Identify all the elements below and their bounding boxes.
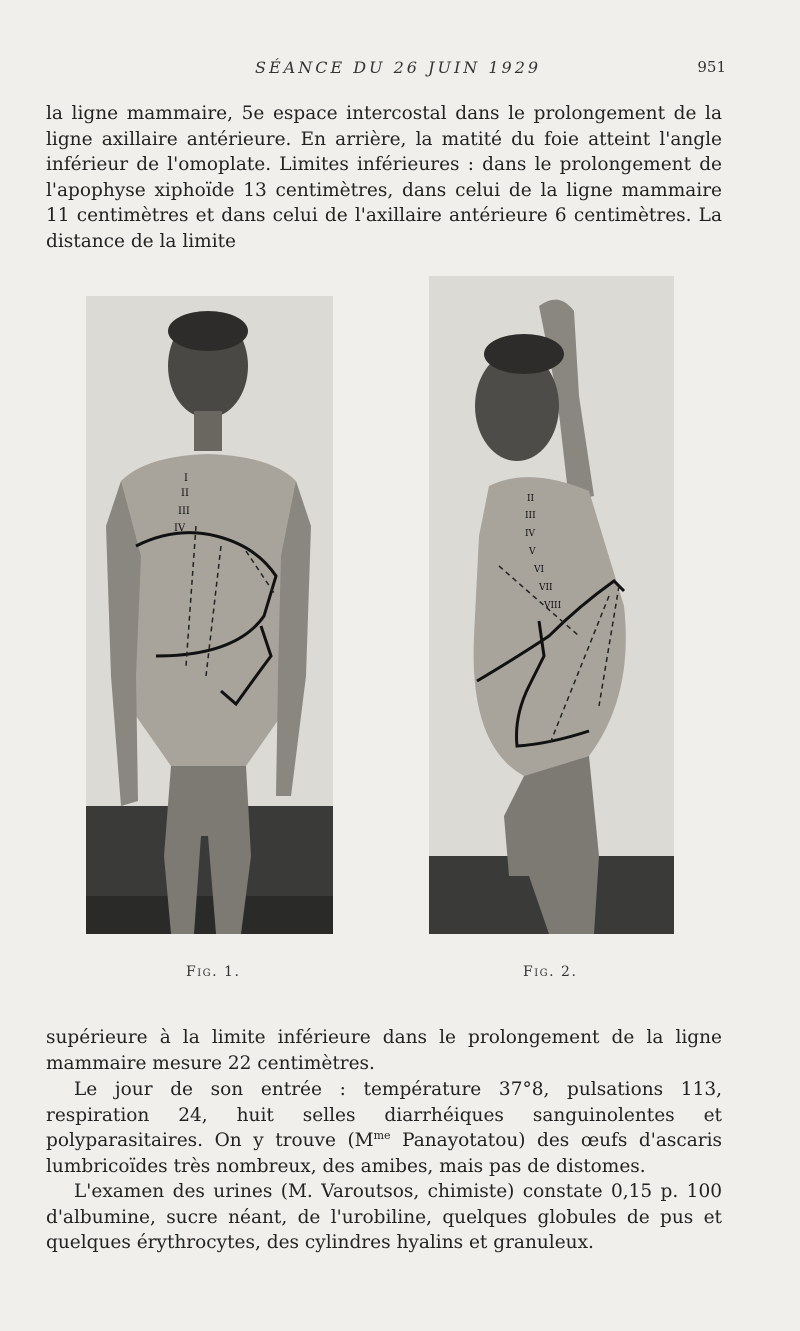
rib-mark: VII <box>539 583 553 593</box>
superscript-me: me <box>373 1128 391 1142</box>
admission-text-start: Le jour de son entrée : température 37°8, pulsations 113, respiration 24, huit selles diarrhéiques sanguinolentes et polyparasitaires. On y trouve (M <box>46 1079 722 1151</box>
rib-mark: III <box>178 506 190 517</box>
rib-mark: V <box>529 547 536 557</box>
page-number: 951 <box>697 58 726 76</box>
paragraph-urine-exam: L'examen des urines (M. Varoutsos, chimiste) constate 0,15 p. 100 d'albumine, sucre néant, de l'urobiline, quelques globules de pus et quelques érythrocytes, des cylindres hyalins et granuleux. <box>46 1181 722 1253</box>
figure-1-photo <box>86 296 333 934</box>
paragraph-admission <box>46 1077 722 1179</box>
rib-mark: VIII <box>544 601 562 611</box>
figure-1-caption: Fig. 1. <box>186 964 241 980</box>
rib-mark: I <box>184 473 188 484</box>
figure-2-caption: Fig. 2. <box>523 964 578 980</box>
figure-2-illustration <box>429 276 674 934</box>
rib-mark: IV <box>174 523 186 534</box>
rib-mark: II <box>181 488 189 499</box>
rib-mark: IV <box>525 529 536 539</box>
rib-mark: III <box>525 511 536 521</box>
rib-mark: II <box>527 494 535 504</box>
rib-mark: VI <box>534 565 545 575</box>
paragraph-distance: supérieure à la limite inférieure dans le prolongement de la ligne mammaire mesure 22 centimètres. <box>46 1027 722 1074</box>
running-title: SÉANCE DU 26 JUIN 1929 <box>255 58 542 77</box>
paragraph-liver-limits: la ligne mammaire, 5e espace intercostal dans le prolongement de la ligne axillaire antérieure. En arrière, la matité du foie atteint l'angle inférieur de l'omoplate. Limites inférieures : dans le prolongement de l'apophyse xiphoïde 13 centimètres, dans celui de la ligne mammaire 11 centimètres et dans celui de l'axillaire antérieure 6 centimètres. La distance de la limite <box>46 103 722 252</box>
figure-1-illustration <box>86 296 333 934</box>
figure-2-photo <box>429 276 674 934</box>
admission-text-end: Panayotatou) des œufs d'ascaris lumbricoïdes très nombreux, des amibes, mais pas de distomes. <box>46 1130 722 1177</box>
page-header <box>0 58 800 82</box>
